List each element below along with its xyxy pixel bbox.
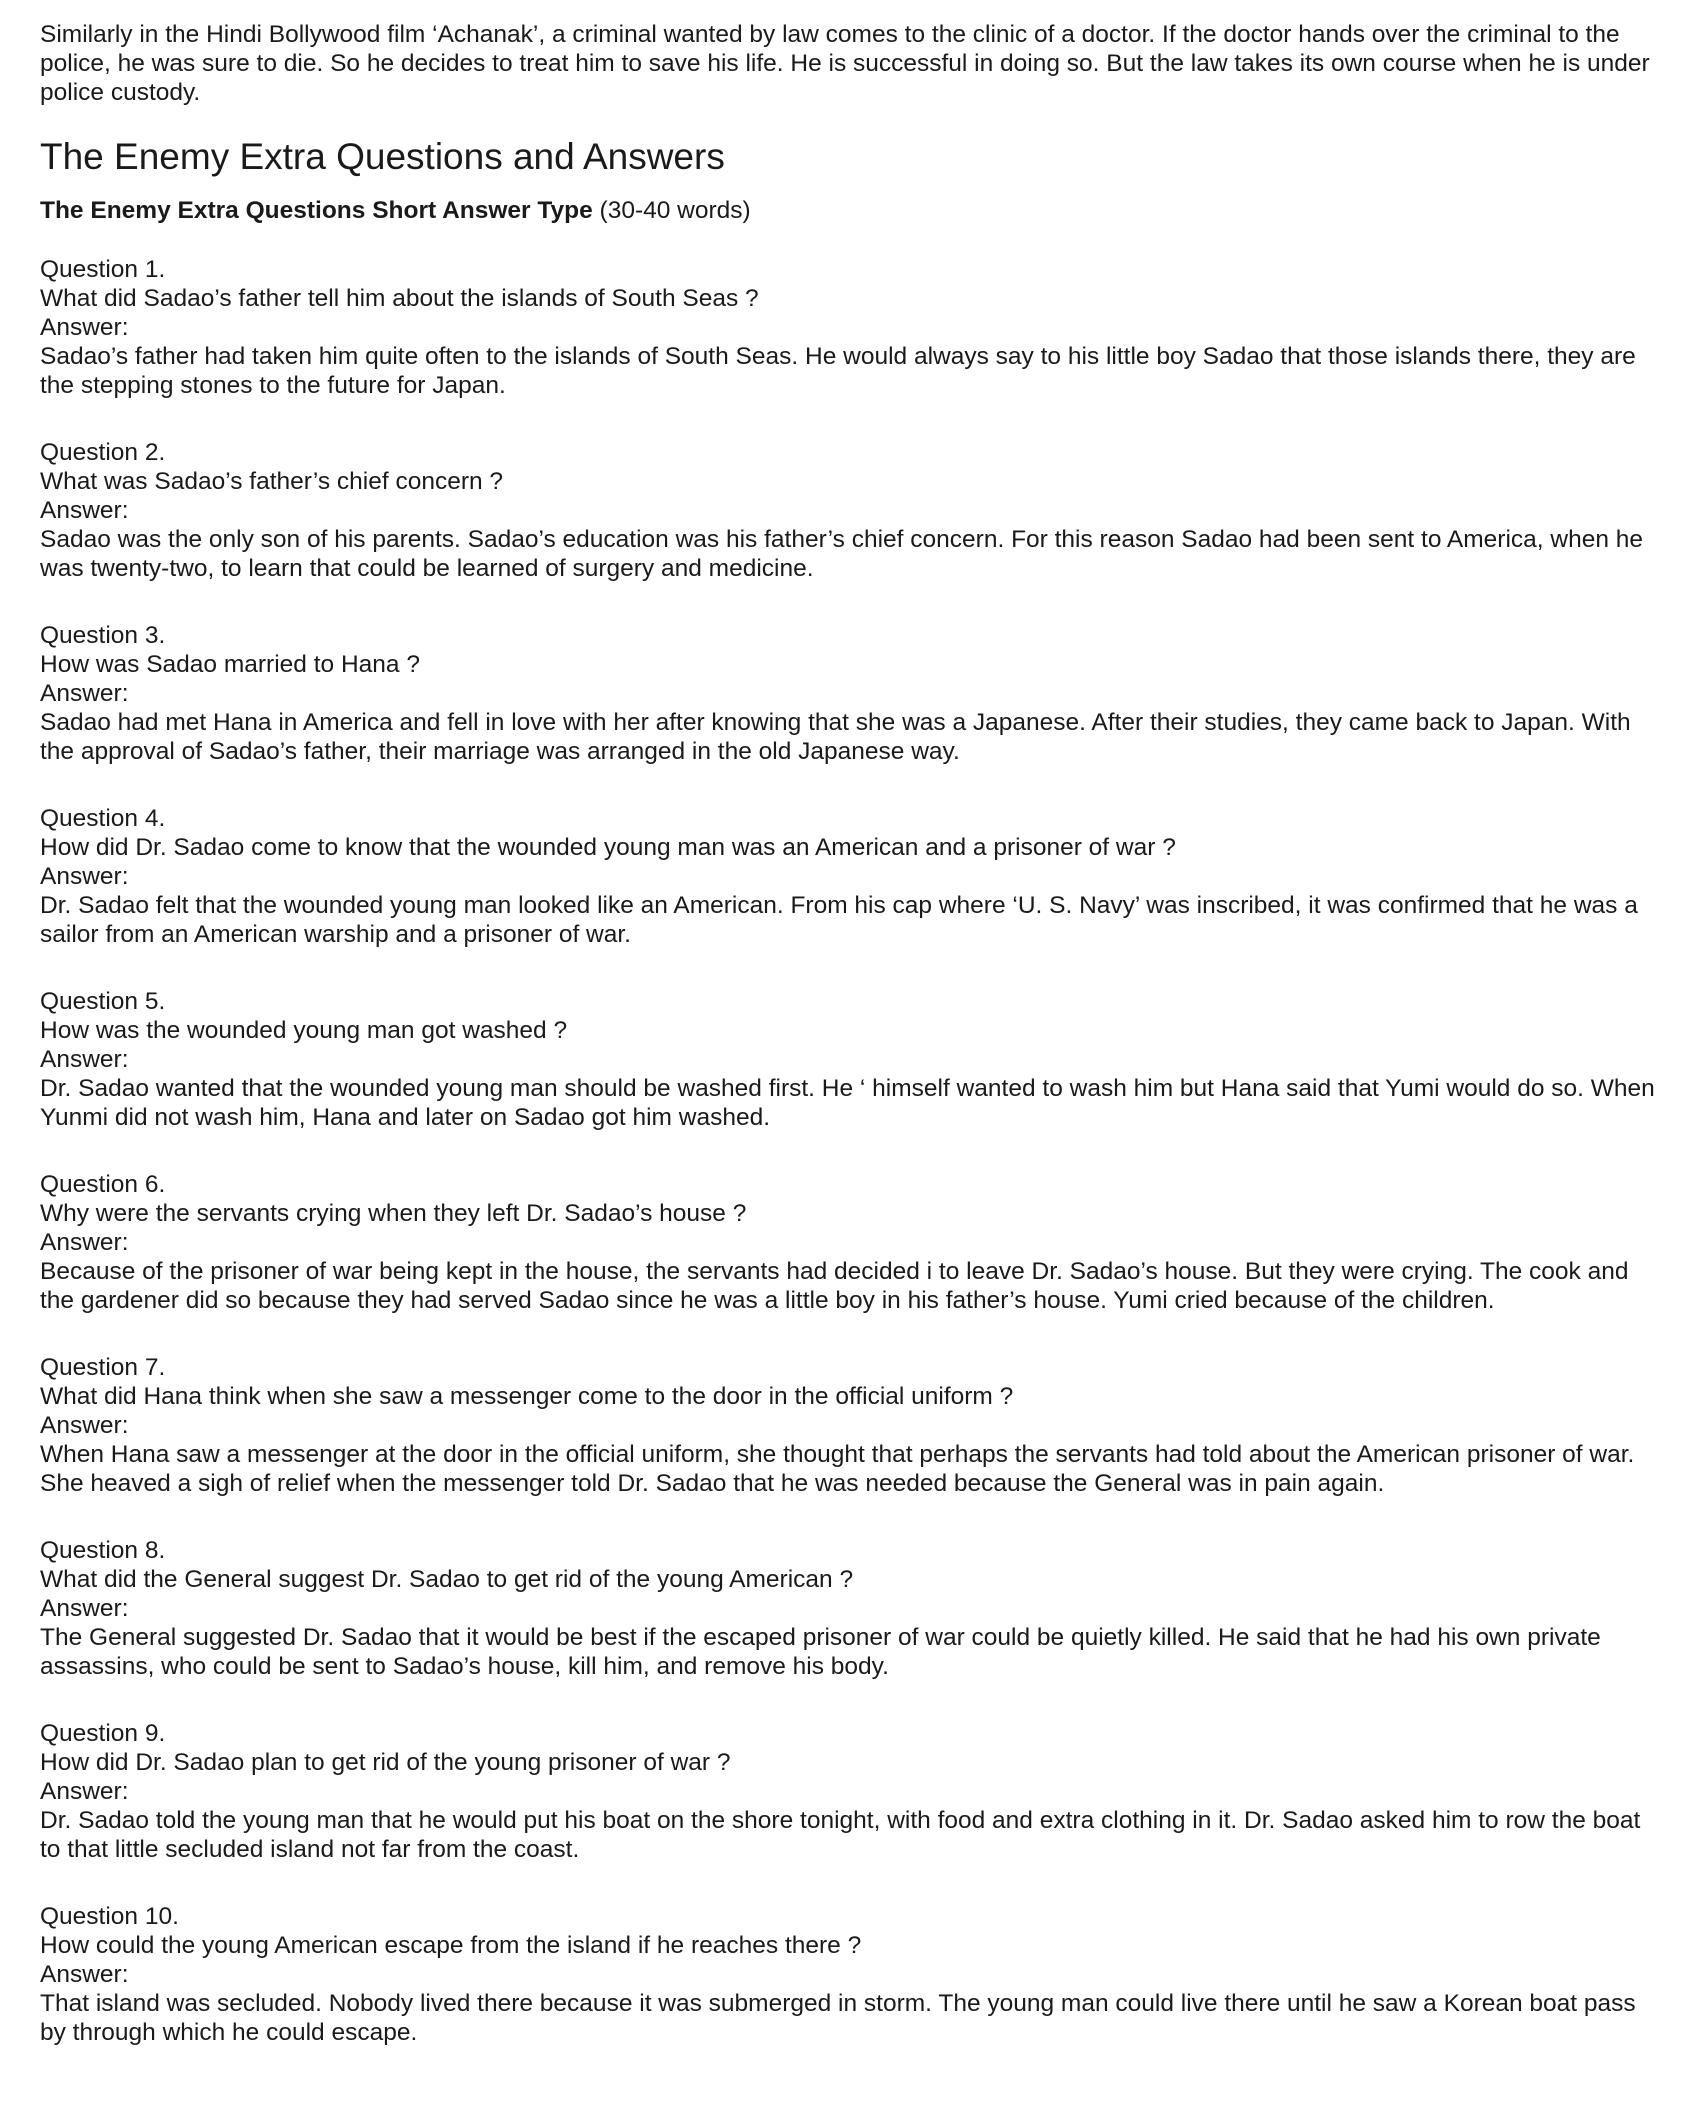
qa-block-1: [40, 255, 1662, 400]
answer-text: That island was secluded. Nobody lived there because it was submerged in storm. The young man could live there until he saw a Korean boat pass by through which he could escape.: [40, 1990, 1636, 2046]
answer-label: Answer:: [40, 1778, 129, 1805]
answer-text: Because of the prisoner of war being kept in the house, the servants had decided i to leave Dr. Sadao’s house. But they were crying. The cook and the gardener did so because they had served Sadao since he was a little boy in his father’s house. Yumi cried because of the children.: [40, 1258, 1629, 1314]
answer-text: Sadao had met Hana in America and fell in love with her after knowing that she was a Japanese. After their studies, they came back to Japan. With the approval of Sadao’s father, their marriage was arranged in the old Japanese way.: [40, 709, 1631, 765]
answer-label: Answer:: [40, 1229, 129, 1256]
question-text: How did Dr. Sadao come to know that the wounded young man was an American and a prisoner of war ?: [40, 834, 1176, 861]
answer-label: Answer:: [40, 1412, 129, 1439]
qa-block-5: [40, 987, 1662, 1132]
question-text: Why were the servants crying when they left Dr. Sadao’s house ?: [40, 1200, 747, 1227]
qa-block-3: [40, 621, 1662, 766]
answer-text: The General suggested Dr. Sadao that it would be best if the escaped prisoner of war could be quietly killed. He said that he had his own private assassins, who could be sent to Sadao’s house, kill him, and remove his body.: [40, 1624, 1601, 1680]
answer-label: Answer:: [40, 314, 129, 341]
subheading: [40, 196, 1662, 225]
qa-block-9: [40, 1719, 1662, 1864]
answer-label: Answer:: [40, 680, 129, 707]
question-text: How did Dr. Sadao plan to get rid of the young prisoner of war ?: [40, 1749, 731, 1776]
question-text: How was the wounded young man got washed ?: [40, 1017, 568, 1044]
subheading-bold: The Enemy Extra Questions Short Answer Type: [40, 197, 593, 224]
intro-paragraph: Similarly in the Hindi Bollywood film ‘Achanak’, a criminal wanted by law comes to the clinic of a doctor. If the doctor hands over the criminal to the police, he was sure to die. So he decides to treat him to save his life. He is successful in doing so. But the law takes its own course when he is under police custody.: [40, 21, 1650, 106]
answer-label: Answer:: [40, 1046, 129, 1073]
qa-block-8: [40, 1536, 1662, 1681]
qa-block-6: [40, 1170, 1662, 1315]
question-label: Question 3.: [40, 622, 166, 649]
answer-label: Answer:: [40, 863, 129, 890]
question-text: What did Hana think when she saw a messenger come to the door in the official uniform ?: [40, 1383, 1014, 1410]
question-label: Question 10.: [40, 1903, 179, 1930]
qa-block-10: [40, 1902, 1662, 2047]
question-list: [40, 255, 1662, 2047]
question-text: What was Sadao’s father’s chief concern ?: [40, 468, 504, 495]
question-label: Question 8.: [40, 1537, 166, 1564]
qa-block-2: [40, 438, 1662, 583]
answer-text: Sadao’s father had taken him quite often to the islands of South Seas. He would always say to his little boy Sadao that those islands there, they are the stepping stones to the future for Japan.: [40, 343, 1636, 399]
answer-label: Answer:: [40, 1961, 129, 1988]
question-label: Question 7.: [40, 1354, 166, 1381]
question-label: Question 4.: [40, 805, 166, 832]
answer-text: Dr. Sadao wanted that the wounded young man should be washed first. He ‘ himself wanted to wash him but Hana said that Yumi would do so. When Yunmi did not wash him, Hana and later on Sadao got him washed.: [40, 1075, 1655, 1131]
question-label: Question 6.: [40, 1171, 166, 1198]
answer-label: Answer:: [40, 497, 129, 524]
answer-text: Dr. Sadao told the young man that he would put his boat on the shore tonight, with food and extra clothing in it. Dr. Sadao asked him to row the boat to that little secluded island not far from the coast.: [40, 1807, 1641, 1863]
subheading-word-count: (30-40 words): [592, 197, 751, 224]
question-text: What did the General suggest Dr. Sadao to get rid of the young American ?: [40, 1566, 854, 1593]
question-label: Question 5.: [40, 988, 166, 1015]
question-label: Question 9.: [40, 1720, 166, 1747]
answer-label: Answer:: [40, 1595, 129, 1622]
qa-block-4: [40, 804, 1662, 949]
question-label: Question 2.: [40, 439, 166, 466]
section-title: The Enemy Extra Questions and Answers: [40, 136, 725, 177]
question-text: How was Sadao married to Hana ?: [40, 651, 420, 678]
answer-text: Dr. Sadao felt that the wounded young man looked like an American. From his cap where ‘U. S. Navy’ was inscribed, it was confirmed that he was a sailor from an American warship and a prisoner of war.: [40, 892, 1638, 948]
question-label: Question 1.: [40, 256, 166, 283]
answer-text: When Hana saw a messenger at the door in the official uniform, she thought that perhaps the servants had told about the American prisoner of war. She heaved a sigh of relief when the messenger told Dr. Sadao that he was needed because the General was in pain again.: [40, 1441, 1635, 1497]
answer-text: Sadao was the only son of his parents. Sadao’s education was his father’s chief concern. For this reason Sadao had been sent to America, when he was twenty-two, to learn that could be learned of surgery and medicine.: [40, 526, 1644, 582]
qa-block-7: [40, 1353, 1662, 1498]
question-text: What did Sadao’s father tell him about the islands of South Seas ?: [40, 285, 759, 312]
question-text: How could the young American escape from the island if he reaches there ?: [40, 1932, 862, 1959]
